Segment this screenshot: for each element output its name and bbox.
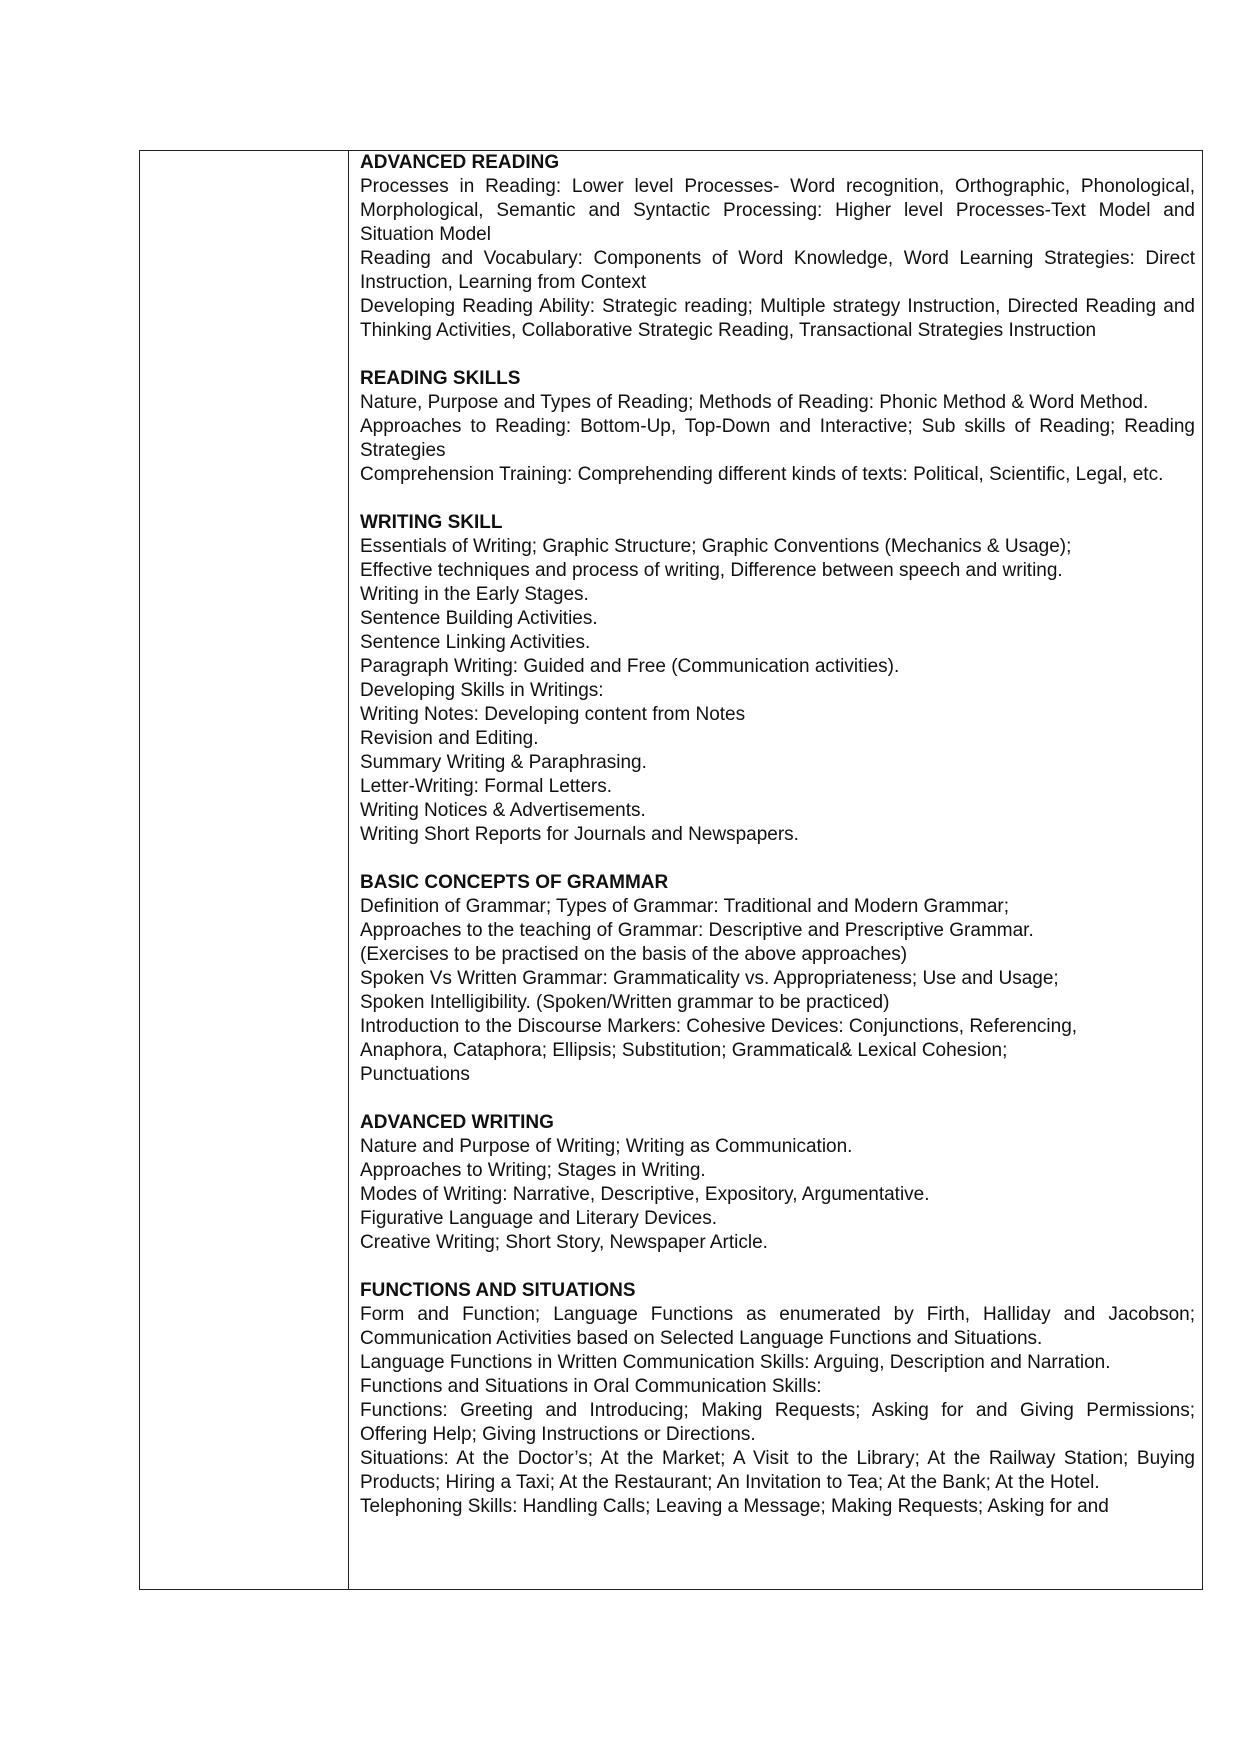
section-heading: READING SKILLS: [360, 368, 521, 389]
section-line: Approaches to the teaching of Grammar: Descriptive and Prescriptive Grammar.: [360, 920, 1034, 941]
section-line: Developing Reading Ability: Strategic reading; Multiple strategy Instruction, Directed Reading and Thinking Activities, Collaborative Strategic Reading, Transactional Strategies Instruction: [360, 296, 1195, 341]
section-line: Spoken Vs Written Grammar: Grammaticality vs. Appropriateness; Use and Usage;: [360, 968, 1059, 989]
syllabus-section: [360, 871, 1195, 1087]
section-line: Writing Notes: Developing content from Notes: [360, 704, 746, 725]
section-line: Letter-Writing: Formal Letters.: [360, 776, 613, 797]
syllabus-section: [360, 151, 1195, 343]
section-line: Definition of Grammar; Types of Grammar: Traditional and Modern Grammar;: [360, 896, 1010, 917]
syllabus-section: [360, 511, 1195, 847]
section-line: Form and Function; Language Functions as enumerated by Firth, Halliday and Jacobson; Communication Activities based on Selected Language Functions and Situations.: [360, 1304, 1195, 1349]
syllabus-section: [360, 1279, 1195, 1519]
section-line: Summary Writing & Paraphrasing.: [360, 752, 647, 773]
section-line: Comprehension Training: Comprehending different kinds of texts: Political, Scientific, Legal, etc.: [360, 464, 1164, 485]
section-line: Essentials of Writing; Graphic Structure; Graphic Conventions (Mechanics & Usage);: [360, 536, 1072, 557]
section-line: Anaphora, Cataphora; Ellipsis; Substitution; Grammatical& Lexical Cohesion;: [360, 1040, 1008, 1061]
syllabus-table: [139, 150, 1203, 1590]
section-line: (Exercises to be practised on the basis of the above approaches): [360, 944, 908, 965]
section-line: Situations: At the Doctor’s; At the Market; A Visit to the Library; At the Railway Station; Buying Products; Hiring a Taxi; At the Restaurant; An Invitation to Tea; At the Bank; At the Hotel.: [360, 1448, 1195, 1493]
section-line: Telephoning Skills: Handling Calls; Leaving a Message; Making Requests; Asking for and: [360, 1496, 1109, 1517]
section-line: Reading and Vocabulary: Components of Word Knowledge, Word Learning Strategies: Direct Instruction, Learning from Context: [360, 248, 1195, 293]
column-divider: [348, 151, 349, 1589]
section-line: Writing Short Reports for Journals and Newspapers.: [360, 824, 799, 845]
section-line: Figurative Language and Literary Devices.: [360, 1208, 717, 1229]
section-line: Spoken Intelligibility. (Spoken/Written grammar to be practiced): [360, 992, 890, 1013]
section-line: Developing Skills in Writings:: [360, 680, 604, 701]
section-line: Functions and Situations in Oral Communication Skills:: [360, 1376, 822, 1397]
section-line: Effective techniques and process of writing, Difference between speech and writing.: [360, 560, 1063, 581]
section-heading: BASIC CONCEPTS OF GRAMMAR: [360, 872, 669, 893]
section-line: Writing in the Early Stages.: [360, 584, 589, 605]
section-line: Approaches to Writing; Stages in Writing.: [360, 1160, 706, 1181]
section-line: Approaches to Reading: Bottom-Up, Top-Down and Interactive; Sub skills of Reading; Reading Strategies: [360, 416, 1195, 461]
section-line: Introduction to the Discourse Markers: Cohesive Devices: Conjunctions, Referencing,: [360, 1016, 1078, 1037]
section-line: Sentence Linking Activities.: [360, 632, 591, 653]
section-line: Nature, Purpose and Types of Reading; Methods of Reading: Phonic Method & Word Method.: [360, 392, 1149, 413]
section-heading: WRITING SKILL: [360, 512, 503, 533]
section-line: Processes in Reading: Lower level Processes- Word recognition, Orthographic, Phonological, Morphological, Semantic and Syntactic Processing: Higher level Processes-Text Model and Situation Model: [360, 176, 1195, 245]
section-heading: ADVANCED WRITING: [360, 1112, 554, 1133]
section-line: Creative Writing; Short Story, Newspaper Article.: [360, 1232, 768, 1253]
section-heading: ADVANCED READING: [360, 152, 560, 173]
section-line: Nature and Purpose of Writing; Writing as Communication.: [360, 1136, 853, 1157]
section-line: Sentence Building Activities.: [360, 608, 598, 629]
section-line: Language Functions in Written Communication Skills: Arguing, Description and Narration.: [360, 1352, 1111, 1373]
syllabus-section: [360, 1111, 1195, 1255]
section-line: Writing Notices & Advertisements.: [360, 800, 646, 821]
section-line: Punctuations: [360, 1064, 470, 1085]
syllabus-section: [360, 367, 1195, 487]
section-line: Modes of Writing: Narrative, Descriptive, Expository, Argumentative.: [360, 1184, 930, 1205]
syllabus-content-cell: [360, 151, 1195, 1519]
section-line: Revision and Editing.: [360, 728, 539, 749]
section-line: Functions: Greeting and Introducing; Making Requests; Asking for and Giving Permissions; Offering Help; Giving Instructions or Directions.: [360, 1400, 1195, 1445]
section-heading: FUNCTIONS AND SITUATIONS: [360, 1280, 636, 1301]
section-line: Paragraph Writing: Guided and Free (Communication activities).: [360, 656, 900, 677]
